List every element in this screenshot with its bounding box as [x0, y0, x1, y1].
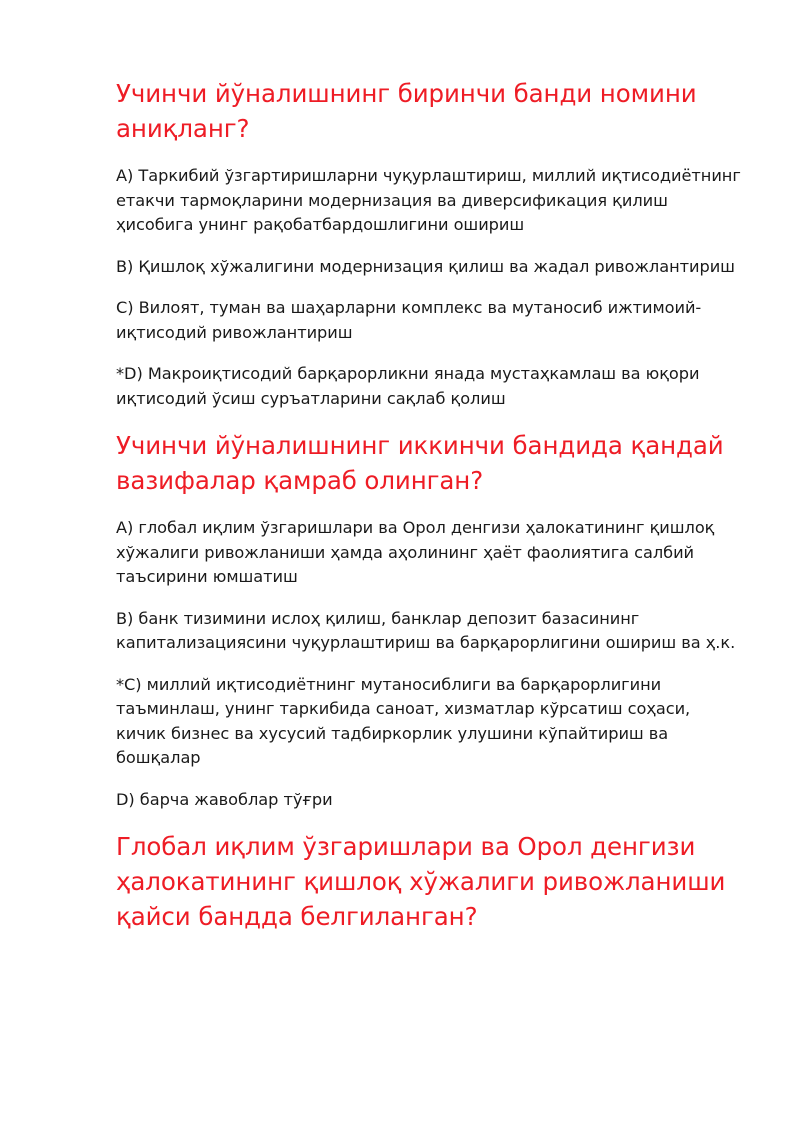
answer-option-d: D) барча жавоблар тўғри [116, 789, 333, 809]
question-block-3 [116, 829, 742, 934]
question-block-2 [116, 428, 742, 812]
answer-option-a: А) глобал иқлим ўзгаришлари ва Орол денгизи ҳалокатининг қишлоқ хўжалиги ривожланиши ҳамда аҳолининг ҳаёт фаолиятига салбий таъсирини юмшатиш [116, 518, 715, 586]
question-title: Учинчи йўналишнинг иккинчи бандида қандай вазифалар қамраб олинган? [116, 431, 724, 495]
answer-option-a: А) Таркибий ўзгартиришларни чуқурлаштириш, миллий иқтисодиётнинг етакчи тармоқларини модернизация ва диверсификация қилиш ҳисобига унинг рақобатбардошлигини ошириш [116, 166, 741, 234]
answer-option-c: *С) миллий иқтисодиётнинг мутаносиблиги ва барқарорлигини таъминлаш, унинг таркибида саноат, хизматлар кўрсатиш соҳаси, кичик бизнес ва хусусий тадбиркорлик улушини кўпайтириш ва бошқалар [116, 674, 691, 767]
answer-option-c: С) Вилоят, туман ва шаҳарларни комплекс ва мутаносиб ижтимоий-иқтисодий ривожлантириш [116, 298, 702, 342]
question-title: Глобал иқлим ўзгаришлари ва Орол денгизи ҳалокатининг қишлоқ хўжалиги ривожланиши қайси бандда белгиланган? [116, 832, 726, 931]
question-title: Учинчи йўналишнинг биринчи банди номини аниқланг? [116, 79, 697, 143]
answer-option-d: *D) Макроиқтисодий барқарорликни янада мустаҳкамлаш ва юқори иқтисодий ўсиш суръатларини сақлаб қолиш [116, 364, 700, 408]
question-block-1 [116, 76, 742, 411]
answer-option-b: В) банк тизимини ислоҳ қилиш, банклар депозит базасининг капитализациясини чуқурлаштириш ва барқарорлигини ошириш ва ҳ.к. [116, 608, 736, 652]
answer-option-b: В) Қишлоқ хўжалигини модернизация қилиш ва жадал ривожлантириш [116, 256, 735, 276]
